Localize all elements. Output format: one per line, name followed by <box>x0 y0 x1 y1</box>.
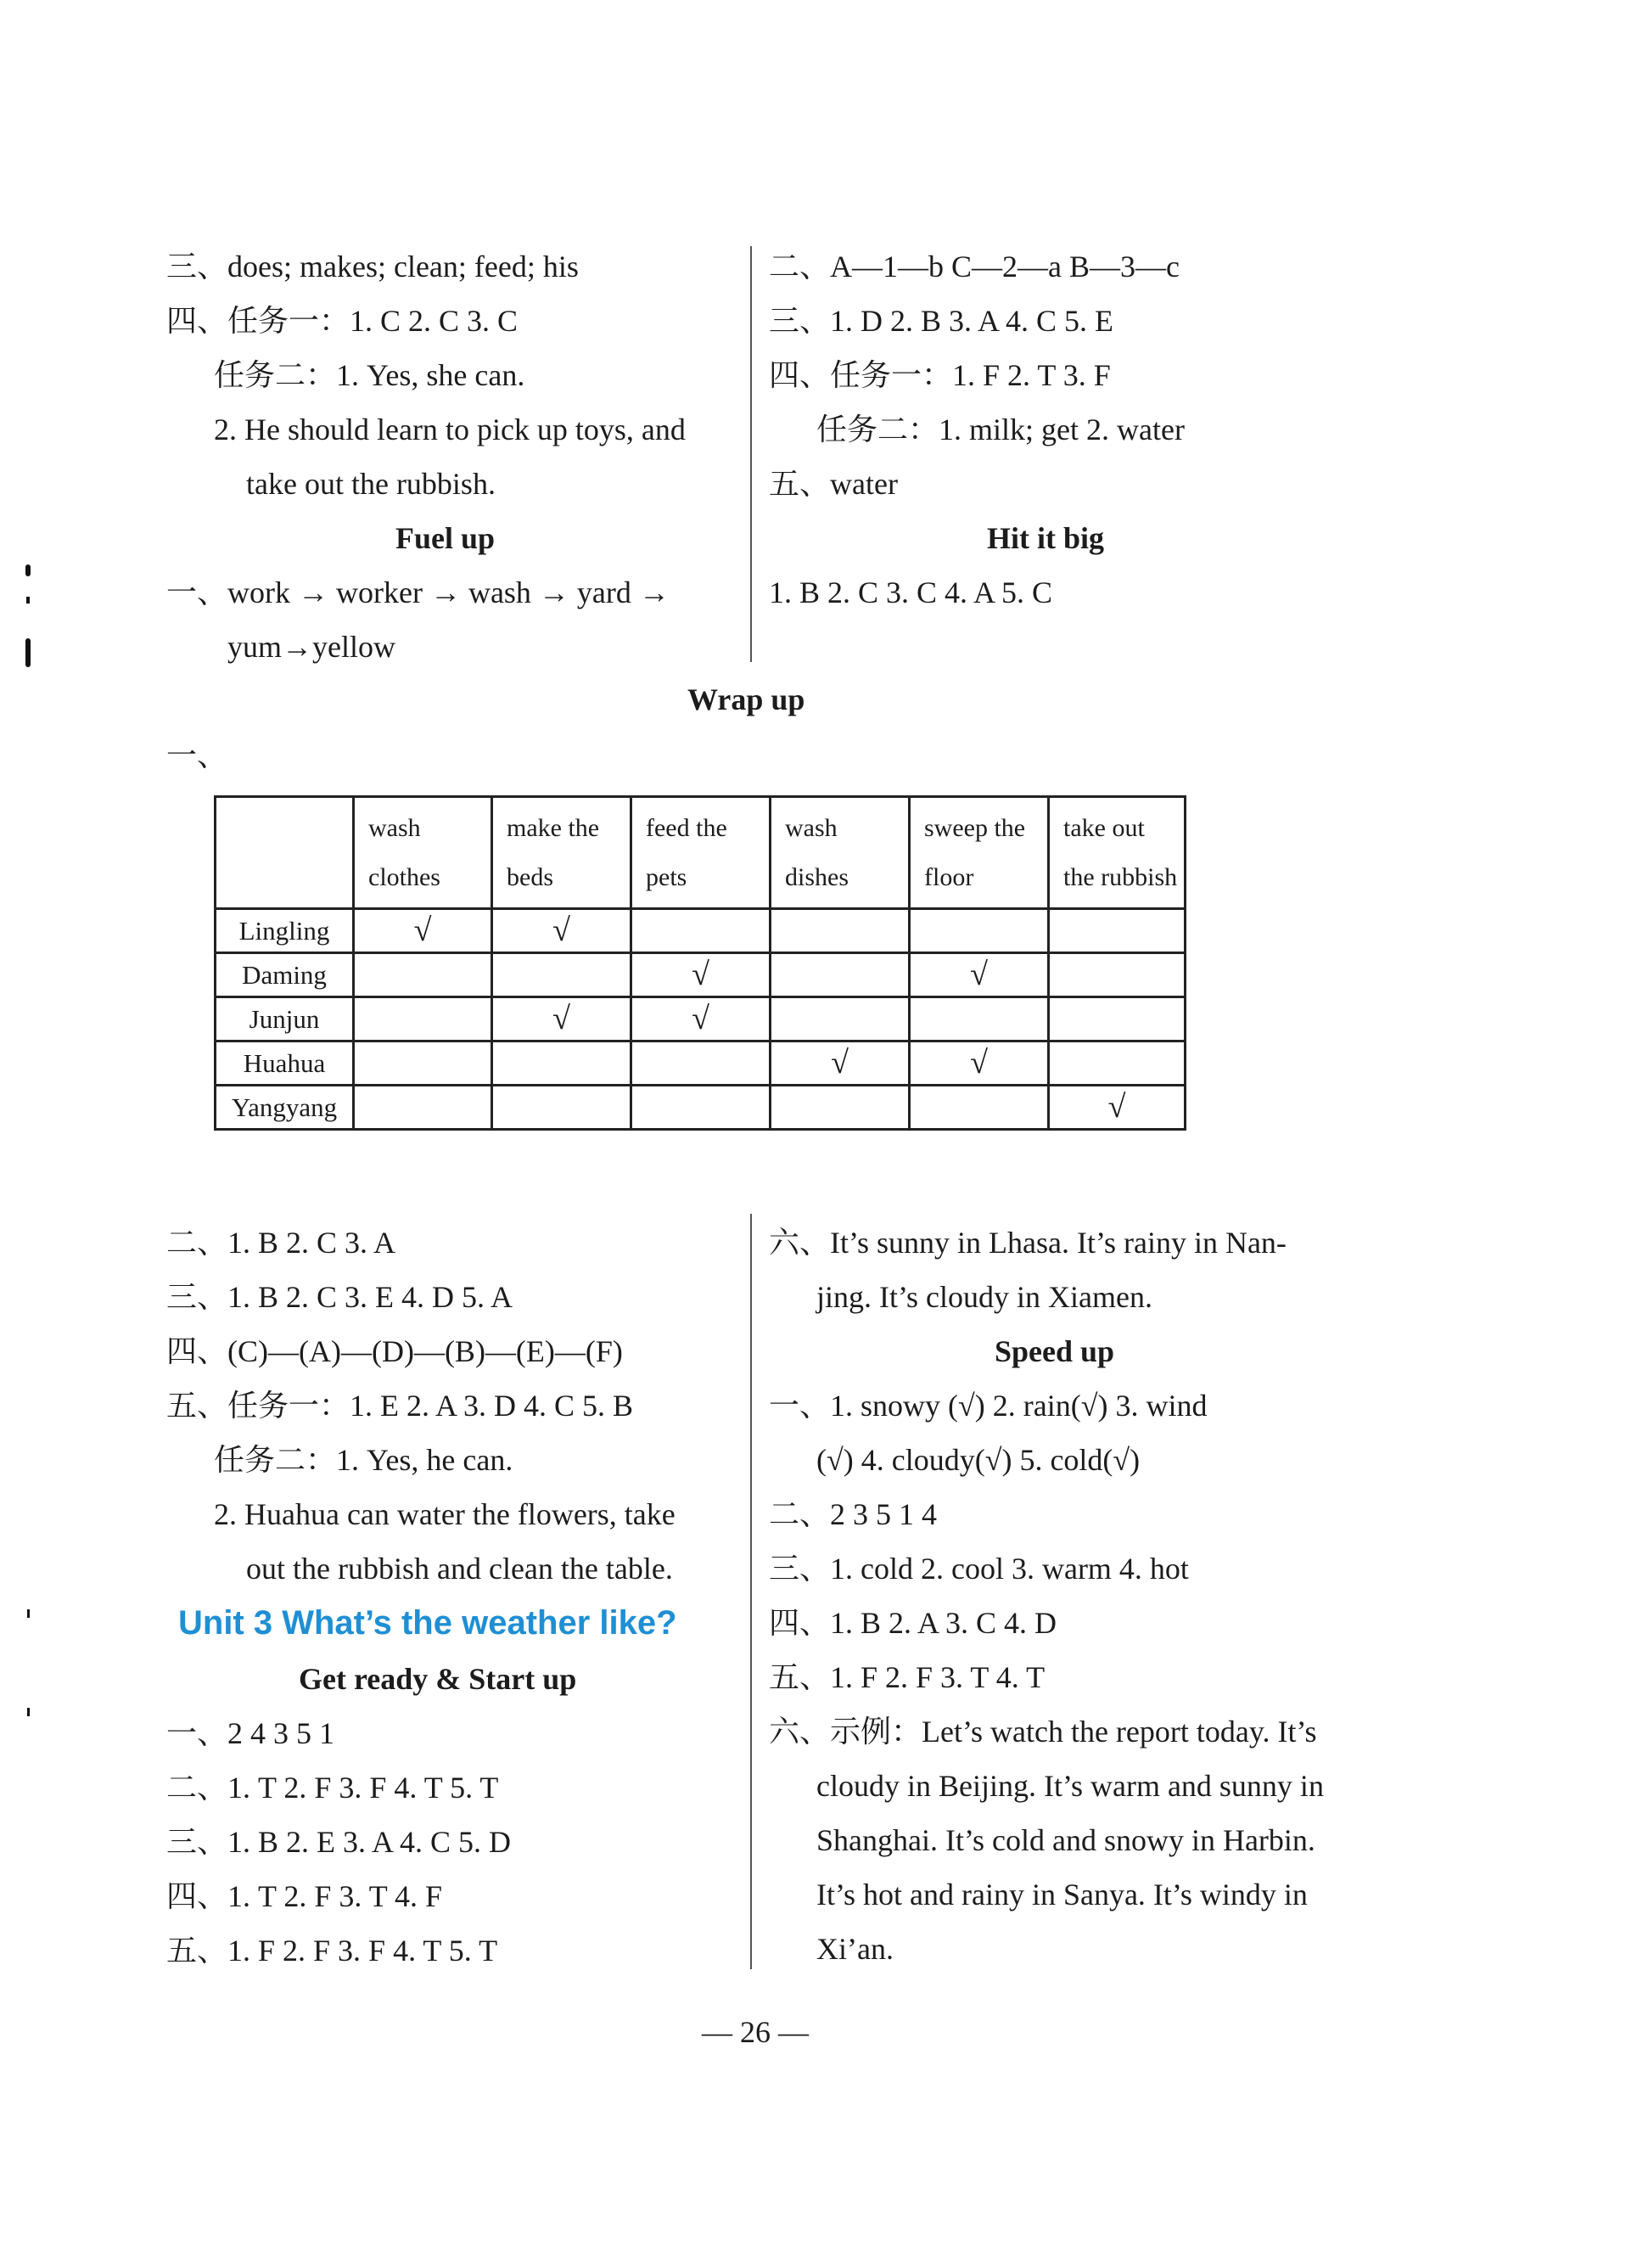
row-name: Daming <box>216 953 354 997</box>
scan-mark <box>27 1708 30 1716</box>
table-row <box>216 997 1186 1041</box>
table-cell <box>771 953 910 997</box>
table-cell <box>1049 909 1186 953</box>
column-header: wash dishes <box>771 797 910 909</box>
answer-line: It’s hot and rainy in Sanya. It’s windy in <box>816 1878 1308 1912</box>
answer-line: 六、示例：Let’s watch the report today. It’s <box>769 1715 1317 1749</box>
table-cell <box>354 909 492 953</box>
table-cell <box>1049 1086 1186 1130</box>
answer-line: 一、2 4 3 5 1 <box>166 1716 335 1750</box>
answer-line: 五、1. F 2. F 3. F 4. T 5. T <box>166 1934 498 1968</box>
scan-mark <box>26 597 30 603</box>
scan-mark <box>25 638 31 667</box>
table-row <box>216 909 1186 953</box>
table-row <box>216 1086 1186 1130</box>
table-cell <box>631 1086 771 1130</box>
table-cell <box>631 1041 771 1086</box>
answer-line: take out the rubbish. <box>246 467 496 501</box>
table-cell <box>492 1041 631 1086</box>
table-cell <box>910 1086 1049 1130</box>
table-cell <box>910 1041 1049 1086</box>
section-heading-speed-up: Speed up <box>995 1334 1115 1368</box>
answer-line: out the rubbish and clean the table. <box>246 1552 673 1586</box>
answer-line: 三、1. D 2. B 3. A 4. C 5. E <box>769 304 1114 338</box>
answer-line: 四、1. T 2. F 3. T 4. F <box>166 1879 443 1913</box>
table-cell <box>492 1086 631 1130</box>
table-row <box>216 953 1186 997</box>
table-cell <box>354 1041 492 1086</box>
table-cell <box>354 953 492 997</box>
answer-line: yum→yellow <box>227 630 395 664</box>
check-mark: √ <box>692 1001 709 1036</box>
table-row <box>216 1041 1186 1086</box>
table-cell <box>631 997 771 1041</box>
page-number: — 26 — <box>702 2015 809 2049</box>
check-mark: √ <box>831 1045 849 1081</box>
answer-line: 三、1. cold 2. cool 3. warm 4. hot <box>769 1552 1189 1586</box>
answer-line: 五、1. F 2. F 3. T 4. T <box>769 1660 1046 1694</box>
section-heading-fuel-up: Fuel up <box>395 521 496 555</box>
answer-line: 2. He should learn to pick up toys, and <box>214 413 686 446</box>
column-divider <box>750 246 752 662</box>
section-heading-get-ready: Get ready & Start up <box>299 1662 577 1696</box>
answer-line: (√) 4. cloudy(√) 5. cold(√) <box>816 1443 1141 1477</box>
table-cell <box>492 953 631 997</box>
table-cell <box>631 909 771 953</box>
scan-mark <box>27 1609 30 1618</box>
check-mark: √ <box>970 957 988 992</box>
answer-line: 任务二：1. milk; get 2. water <box>816 413 1185 446</box>
table-cell <box>771 1086 910 1130</box>
answer-line: cloudy in Beijing. It’s warm and sunny in <box>816 1769 1324 1803</box>
table-cell <box>492 997 631 1041</box>
answer-line: 五、任务一：1. E 2. A 3. D 4. C 5. B <box>166 1389 634 1423</box>
column-header: take out the rubbish <box>1049 797 1186 909</box>
answer-line: 二、1. T 2. F 3. F 4. T 5. T <box>166 1771 499 1805</box>
answer-line: Shanghai. It’s cold and snowy in Harbin. <box>816 1823 1315 1857</box>
answer-line: 五、water <box>769 467 898 501</box>
answer-line: 任务二：1. Yes, she can. <box>214 358 525 392</box>
table-cell <box>1049 997 1186 1041</box>
check-mark: √ <box>1107 1089 1126 1125</box>
answer-line: 三、1. B 2. E 3. A 4. C 5. D <box>166 1825 512 1859</box>
answer-line: 二、A—1—b C—2—a B—3—c <box>769 250 1180 284</box>
answer-line: Xi’an. <box>816 1932 894 1966</box>
answer-line: 1. B 2. C 3. C 4. A 5. C <box>769 575 1053 609</box>
answer-line: jing. It’s cloudy in Xiamen. <box>816 1280 1152 1314</box>
answer-line: 2. Huahua can water the flowers, take <box>214 1497 676 1531</box>
question-marker: 一、 <box>166 738 228 772</box>
table-cell <box>771 1041 910 1086</box>
answer-line: 四、任务一：1. C 2. C 3. C <box>166 304 519 338</box>
answer-line: 一、work → worker → wash → yard → <box>166 575 670 609</box>
column-header: sweep the floor <box>910 797 1049 909</box>
column-divider <box>750 1214 752 1969</box>
check-mark: √ <box>552 1001 570 1036</box>
answer-line: 二、1. B 2. C 3. A <box>166 1226 396 1260</box>
answer-line: 三、1. B 2. C 3. E 4. D 5. A <box>166 1280 513 1314</box>
check-mark: √ <box>692 957 709 992</box>
answer-line: 任务二：1. Yes, he can. <box>214 1443 513 1477</box>
answer-line: 一、1. snowy (√) 2. rain(√) 3. wind <box>769 1389 1208 1423</box>
table-cell <box>354 997 492 1041</box>
table-cell <box>631 953 771 997</box>
table-cell <box>910 953 1049 997</box>
answer-line: 四、(C)—(A)—(D)—(B)—(E)—(F) <box>166 1334 623 1368</box>
answer-line: 三、does; makes; clean; feed; his <box>166 250 579 284</box>
column-header: wash clothes <box>354 797 492 909</box>
row-name: Junjun <box>216 997 354 1041</box>
chores-table <box>214 795 1186 1131</box>
row-name: Yangyang <box>216 1086 354 1130</box>
column-header: make the beds <box>492 797 631 909</box>
section-heading-wrap-up: Wrap up <box>687 682 805 716</box>
scan-mark <box>25 564 31 576</box>
answer-line: 四、1. B 2. A 3. C 4. D <box>769 1606 1057 1640</box>
unit-title: Unit 3 What’s the weather like? <box>178 1604 677 1642</box>
column-header: feed the pets <box>631 797 771 909</box>
row-name: Huahua <box>216 1041 354 1086</box>
table-cell <box>771 997 910 1041</box>
check-mark: √ <box>552 912 570 948</box>
table-cell <box>771 909 910 953</box>
check-mark: √ <box>413 912 432 948</box>
table-cell <box>492 909 631 953</box>
answer-line: 四、任务一：1. F 2. T 3. F <box>769 358 1111 392</box>
table-cell <box>1049 953 1186 997</box>
corner-cell <box>216 797 354 909</box>
section-heading-hit-it-big: Hit it big <box>987 521 1105 555</box>
answer-line: 二、2 3 5 1 4 <box>769 1497 938 1531</box>
row-name: Lingling <box>216 909 354 953</box>
table-cell <box>354 1086 492 1130</box>
check-mark: √ <box>970 1045 988 1081</box>
answer-line: 六、It’s sunny in Lhasa. It’s rainy in Nan- <box>769 1226 1287 1260</box>
table-cell <box>910 997 1049 1041</box>
table-cell <box>1049 1041 1186 1086</box>
table-cell <box>910 909 1049 953</box>
